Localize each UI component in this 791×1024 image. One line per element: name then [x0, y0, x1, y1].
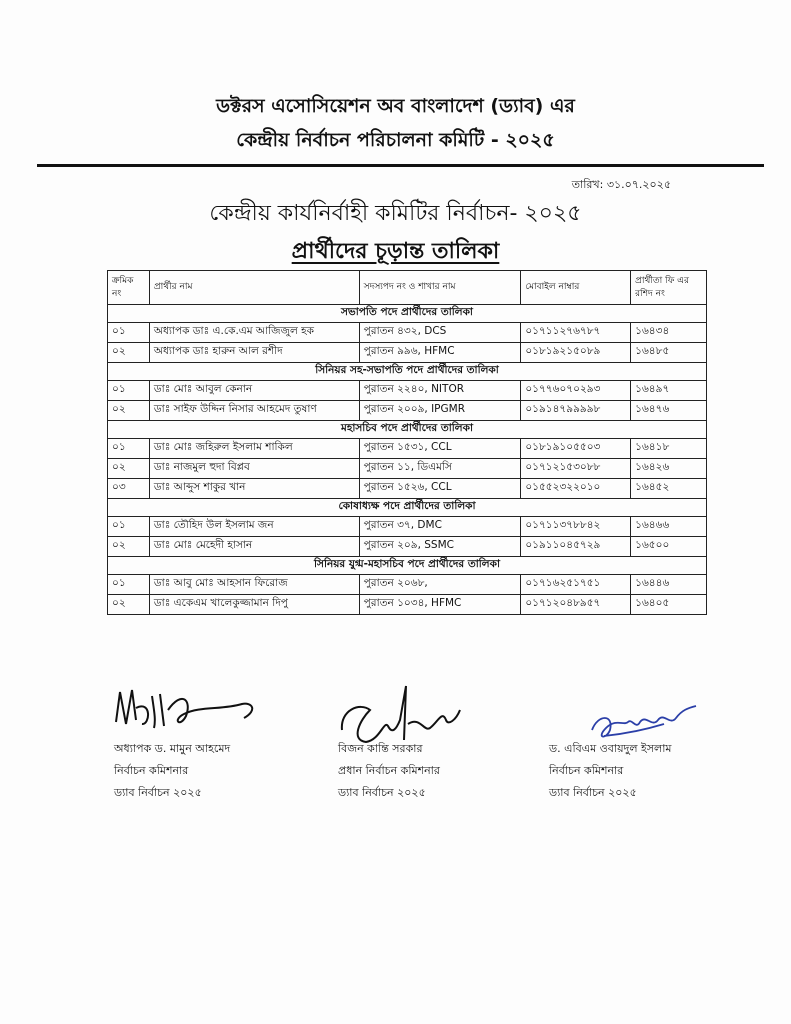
header-divider — [37, 164, 764, 167]
cell-membership: পুরাতন ১০৩৪, HFMC — [359, 595, 521, 615]
cell-candidate-name: ডাঃ তৌহিদ উল ইসলাম জন — [149, 517, 359, 537]
cell-membership: পুরাতন ২০০৯, IPGMR — [359, 401, 521, 421]
cell-serial: ০২ — [108, 459, 150, 479]
cell-mobile: ০১৭৭৬০৭০২৯৩ — [521, 381, 631, 401]
cell-mobile: ০১৮১৯১০৫৫০৩ — [521, 439, 631, 459]
table-row — [108, 343, 707, 363]
candidate-table — [107, 270, 707, 615]
header-fee-receipt: প্রার্থীতা ফি এর রশিদ নং — [631, 271, 707, 305]
cell-mobile: ০১৭১৬২৫১৭৫১ — [521, 575, 631, 595]
cell-membership: পুরাতন ৪৩২, DCS — [359, 323, 521, 343]
cell-mobile: ০১৯১১০৪৫৭২৯ — [521, 537, 631, 557]
section-title: কোষাধ্যক্ষ পদে প্রার্থীদের তালিকা — [108, 499, 707, 517]
signatory-2-designation: প্রধান নির্বাচন কমিশনার — [338, 764, 440, 777]
cell-candidate-name: ডাঃ একেএম খালেকুজ্জামান দিপু — [149, 595, 359, 615]
signatory-3-name: ড. এবিএম ওবায়দুল ইসলাম — [549, 742, 672, 755]
cell-mobile: ০১৯১৪৭৯৯৯৯৮ — [521, 401, 631, 421]
cell-serial: ০১ — [108, 381, 150, 401]
cell-fee-receipt: ১৬৪৬৬ — [631, 517, 707, 537]
header-candidate-name: প্রার্থীর নাম — [149, 271, 359, 305]
cell-candidate-name: ডাঃ আব্দুস শাকুর খান — [149, 479, 359, 499]
cell-membership: পুরাতন ১১, ডিএমসি — [359, 459, 521, 479]
table-header-row — [108, 271, 707, 305]
cell-candidate-name: অধ্যাপক ডাঃ এ.কে.এম আজিজুল হক — [149, 323, 359, 343]
cell-fee-receipt: ১৬৪১৮ — [631, 439, 707, 459]
section-header-row — [108, 305, 707, 323]
cell-fee-receipt: ১৬৪৮৫ — [631, 343, 707, 363]
cell-serial: ০১ — [108, 575, 150, 595]
section-title: সিনিয়র সহ-সভাপতি পদে প্রার্থীদের তালিকা — [108, 363, 707, 381]
cell-fee-receipt: ১৬৪৯৭ — [631, 381, 707, 401]
table-row — [108, 323, 707, 343]
signatory-2 — [338, 738, 440, 804]
section-header-row — [108, 557, 707, 575]
cell-mobile: ০১৭১২১৫৩০৮৮ — [521, 459, 631, 479]
section-title: সিনিয়র যুগ্ম-মহাসচিব পদে প্রার্থীদের তালিকা — [108, 557, 707, 575]
cell-mobile: ০১৭১১২৭৬৭৮৭ — [521, 323, 631, 343]
cell-candidate-name: ডাঃ মোঃ মেহেদী হাসান — [149, 537, 359, 557]
cell-serial: ০২ — [108, 537, 150, 557]
subtitle-text: প্রার্থীদের চূড়ান্ত তালিকা — [291, 239, 500, 264]
signatory-1-org: ড্যাব নির্বাচন ২০২৫ — [114, 786, 202, 799]
committee-name: কেন্দ্রীয় নির্বাচন পরিচালনা কমিটি - ২০২৫ — [236, 129, 555, 151]
table-body — [108, 305, 707, 615]
cell-serial: ০২ — [108, 401, 150, 421]
cell-candidate-name: ডাঃ আবু মোঃ আহসান ফিরোজ — [149, 575, 359, 595]
signatory-1 — [114, 738, 230, 804]
cell-serial: ০২ — [108, 343, 150, 363]
table-row — [108, 459, 707, 479]
cell-fee-receipt: ১৬৫০০ — [631, 537, 707, 557]
cell-fee-receipt: ১৬৪৪৬ — [631, 575, 707, 595]
cell-fee-receipt: ১৬৪৭৬ — [631, 401, 707, 421]
cell-mobile: ০১৭১২০৪৮৯৫৭ — [521, 595, 631, 615]
organization-name: ডক্টরস এসোসিয়েশন অব বাংলাদেশ (ড্যাব) এর — [216, 95, 575, 117]
cell-fee-receipt: ১৬৪২৬ — [631, 459, 707, 479]
table-row — [108, 517, 707, 537]
header-mobile: মোবাইল নাম্বার — [521, 271, 631, 305]
signatory-1-name: অধ্যাপক ড. মামুন আহমেদ — [114, 742, 231, 755]
cell-serial: ০১ — [108, 517, 150, 537]
cell-serial: ০২ — [108, 595, 150, 615]
cell-membership: পুরাতন ২০৬৮, — [359, 575, 521, 595]
header-membership: সদস্যপদ নং ও শাখার নাম — [359, 271, 521, 305]
signature-1-image — [112, 680, 272, 740]
cell-candidate-name: ডাঃ মোঃ জহিরুল ইসলাম শাকিল — [149, 439, 359, 459]
cell-serial: ০১ — [108, 323, 150, 343]
page-title: কেন্দ্রীয় কার্যনির্বাহী কমিটির নির্বাচন- ২০২৫ — [209, 201, 582, 226]
cell-membership: পুরাতন ১৫৩১, CCL — [359, 439, 521, 459]
section-title: মহাসচিব পদে প্রার্থীদের তালিকা — [108, 421, 707, 439]
table-row — [108, 381, 707, 401]
cell-membership: পুরাতন ২০৯, SSMC — [359, 537, 521, 557]
signatory-3-designation: নির্বাচন কমিশনার — [549, 764, 624, 777]
table-row — [108, 439, 707, 459]
cell-membership: পুরাতন ৯৯৬, HFMC — [359, 343, 521, 363]
page-subtitle — [0, 234, 791, 271]
section-title: সভাপতি পদে প্রার্থীদের তালিকা — [108, 305, 707, 323]
cell-candidate-name: ডাঃ সাইফ উদ্দিন নিসার আহমেদ তুষাণ — [149, 401, 359, 421]
cell-mobile: ০১৭১১৩৭৮৮৪২ — [521, 517, 631, 537]
cell-candidate-name: অধ্যাপক ডাঃ হারুন আল রশীদ — [149, 343, 359, 363]
cell-serial: ০৩ — [108, 479, 150, 499]
cell-serial: ০১ — [108, 439, 150, 459]
table-row — [108, 595, 707, 615]
cell-mobile: ০১৮১৯২১৫০৮৯ — [521, 343, 631, 363]
table-row — [108, 479, 707, 499]
cell-fee-receipt: ১৬৪৫২ — [631, 479, 707, 499]
cell-fee-receipt: ১৬৪৩৪ — [631, 323, 707, 343]
signatory-1-designation: নির্বাচন কমিশনার — [114, 764, 189, 777]
section-header-row — [108, 363, 707, 381]
signatory-2-org: ড্যাব নির্বাচন ২০২৫ — [338, 786, 426, 799]
table-row — [108, 575, 707, 595]
header-serial: ক্রমিক নং — [108, 271, 150, 305]
cell-membership: পুরাতন ৩৭, DMC — [359, 517, 521, 537]
table-row — [108, 401, 707, 421]
signatory-3 — [549, 738, 672, 804]
signatory-3-org: ড্যাব নির্বাচন ২০২৫ — [549, 786, 637, 799]
table-row — [108, 537, 707, 557]
cell-membership: পুরাতন ২২৪০, NITOR — [359, 381, 521, 401]
document-date: তারিখ: ৩১.০৭.২০২৫ — [571, 178, 671, 191]
section-header-row — [108, 421, 707, 439]
cell-fee-receipt: ১৬৪০৫ — [631, 595, 707, 615]
cell-candidate-name: ডাঃ মোঃ আবুল কেনান — [149, 381, 359, 401]
cell-membership: পুরাতন ১৫২৬, CCL — [359, 479, 521, 499]
cell-mobile: ০১৫৫২৩২২০১০ — [521, 479, 631, 499]
section-header-row — [108, 499, 707, 517]
cell-candidate-name: ডাঃ নাজমুল হুদা বিপ্লব — [149, 459, 359, 479]
signatory-2-name: বিজন কান্তি সরকার — [338, 742, 423, 755]
